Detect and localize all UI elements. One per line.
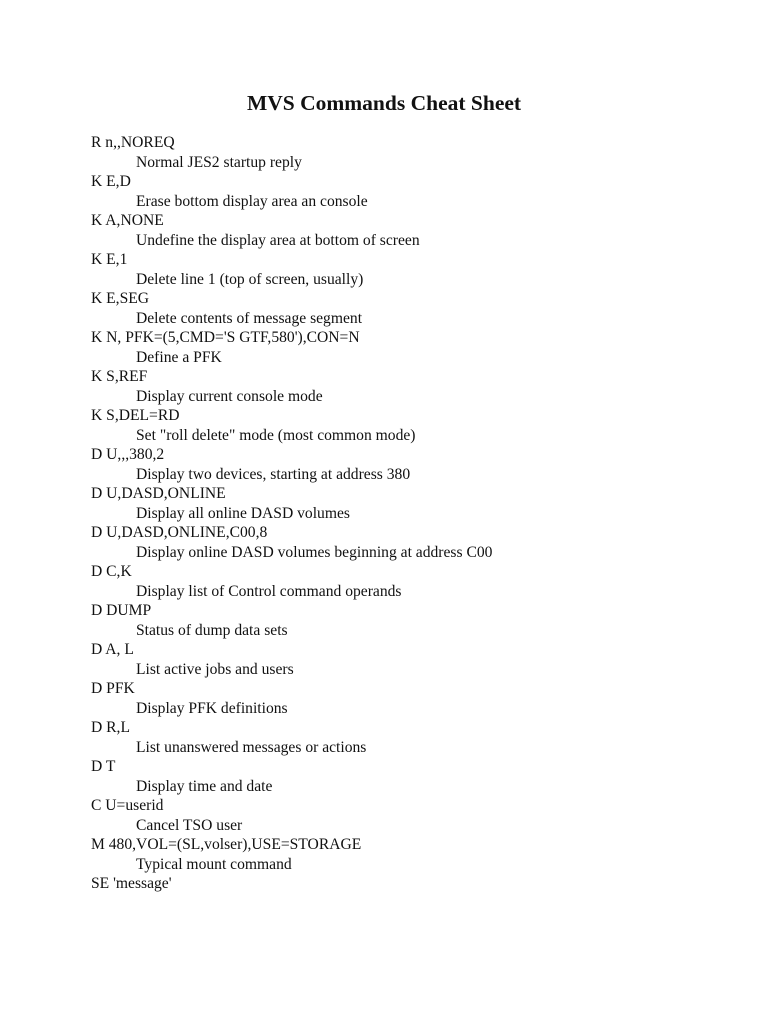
command-description: Erase bottom display area an console [136, 192, 368, 210]
command-text: C U=userid [91, 797, 164, 814]
command-text: K E,1 [91, 251, 128, 268]
command-entry [91, 484, 731, 523]
command-text: D U,DASD,ONLINE [91, 485, 226, 502]
command-entry [91, 367, 731, 406]
command-text: D U,,,380,2 [91, 446, 165, 463]
command-text: R n,,NOREQ [91, 134, 175, 151]
command-entry [91, 835, 731, 874]
command-description: Status of dump data sets [136, 621, 288, 639]
command-description: Display time and date [136, 777, 273, 795]
command-description: Delete contents of message segment [136, 309, 363, 327]
command-entry [91, 874, 731, 894]
command-text: D U,DASD,ONLINE,C00,8 [91, 524, 268, 541]
command-entry [91, 289, 731, 328]
command-text: M 480,VOL=(SL,volser),USE=STORAGE [91, 836, 362, 853]
command-entry [91, 133, 731, 172]
command-text: SE 'message' [91, 875, 172, 892]
command-description: Normal JES2 startup reply [136, 153, 302, 171]
command-description: Display two devices, starting at address 380 [136, 465, 411, 483]
command-entry [91, 523, 731, 562]
command-entry [91, 172, 731, 211]
command-text: K S,REF [91, 368, 148, 385]
command-text: D A, L [91, 641, 134, 658]
command-text: K E,SEG [91, 290, 150, 307]
command-entry [91, 601, 731, 640]
command-text: D T [91, 758, 116, 775]
command-description: Cancel TSO user [136, 816, 243, 834]
command-description: Display all online DASD volumes [136, 504, 350, 522]
command-text: K N, PFK=(5,CMD='S GTF,580'),CON=N [91, 329, 360, 346]
command-text: K S,DEL=RD [91, 407, 180, 424]
command-description: Display list of Control command operands [136, 582, 402, 600]
command-description: Undefine the display area at bottom of screen [136, 231, 420, 249]
command-description: List active jobs and users [136, 660, 294, 678]
command-description: Display online DASD volumes beginning at address C00 [136, 543, 493, 561]
command-text: D R,L [91, 719, 130, 736]
command-description: Display PFK definitions [136, 699, 288, 717]
command-entry [91, 757, 731, 796]
command-text: K A,NONE [91, 212, 164, 229]
command-description: Delete line 1 (top of screen, usually) [136, 270, 364, 288]
command-entry [91, 796, 731, 835]
command-entry [91, 718, 731, 757]
command-entry [91, 406, 731, 445]
command-text: D C,K [91, 563, 132, 580]
command-entry [91, 250, 731, 289]
command-text: D PFK [91, 680, 135, 697]
command-text: D DUMP [91, 602, 152, 619]
command-description: Display current console mode [136, 387, 323, 405]
command-entry [91, 211, 731, 250]
command-entry [91, 679, 731, 718]
command-description: Typical mount command [136, 855, 292, 873]
command-description: Define a PFK [136, 348, 222, 366]
command-entry [91, 328, 731, 367]
command-description: Set "roll delete" mode (most common mode) [136, 426, 416, 444]
command-list [91, 133, 731, 894]
command-entry [91, 445, 731, 484]
command-description: List unanswered messages or actions [136, 738, 367, 756]
command-text: K E,D [91, 173, 131, 190]
command-entry [91, 562, 731, 601]
command-entry [91, 640, 731, 679]
page-title: MVS Commands Cheat Sheet [246, 91, 522, 115]
